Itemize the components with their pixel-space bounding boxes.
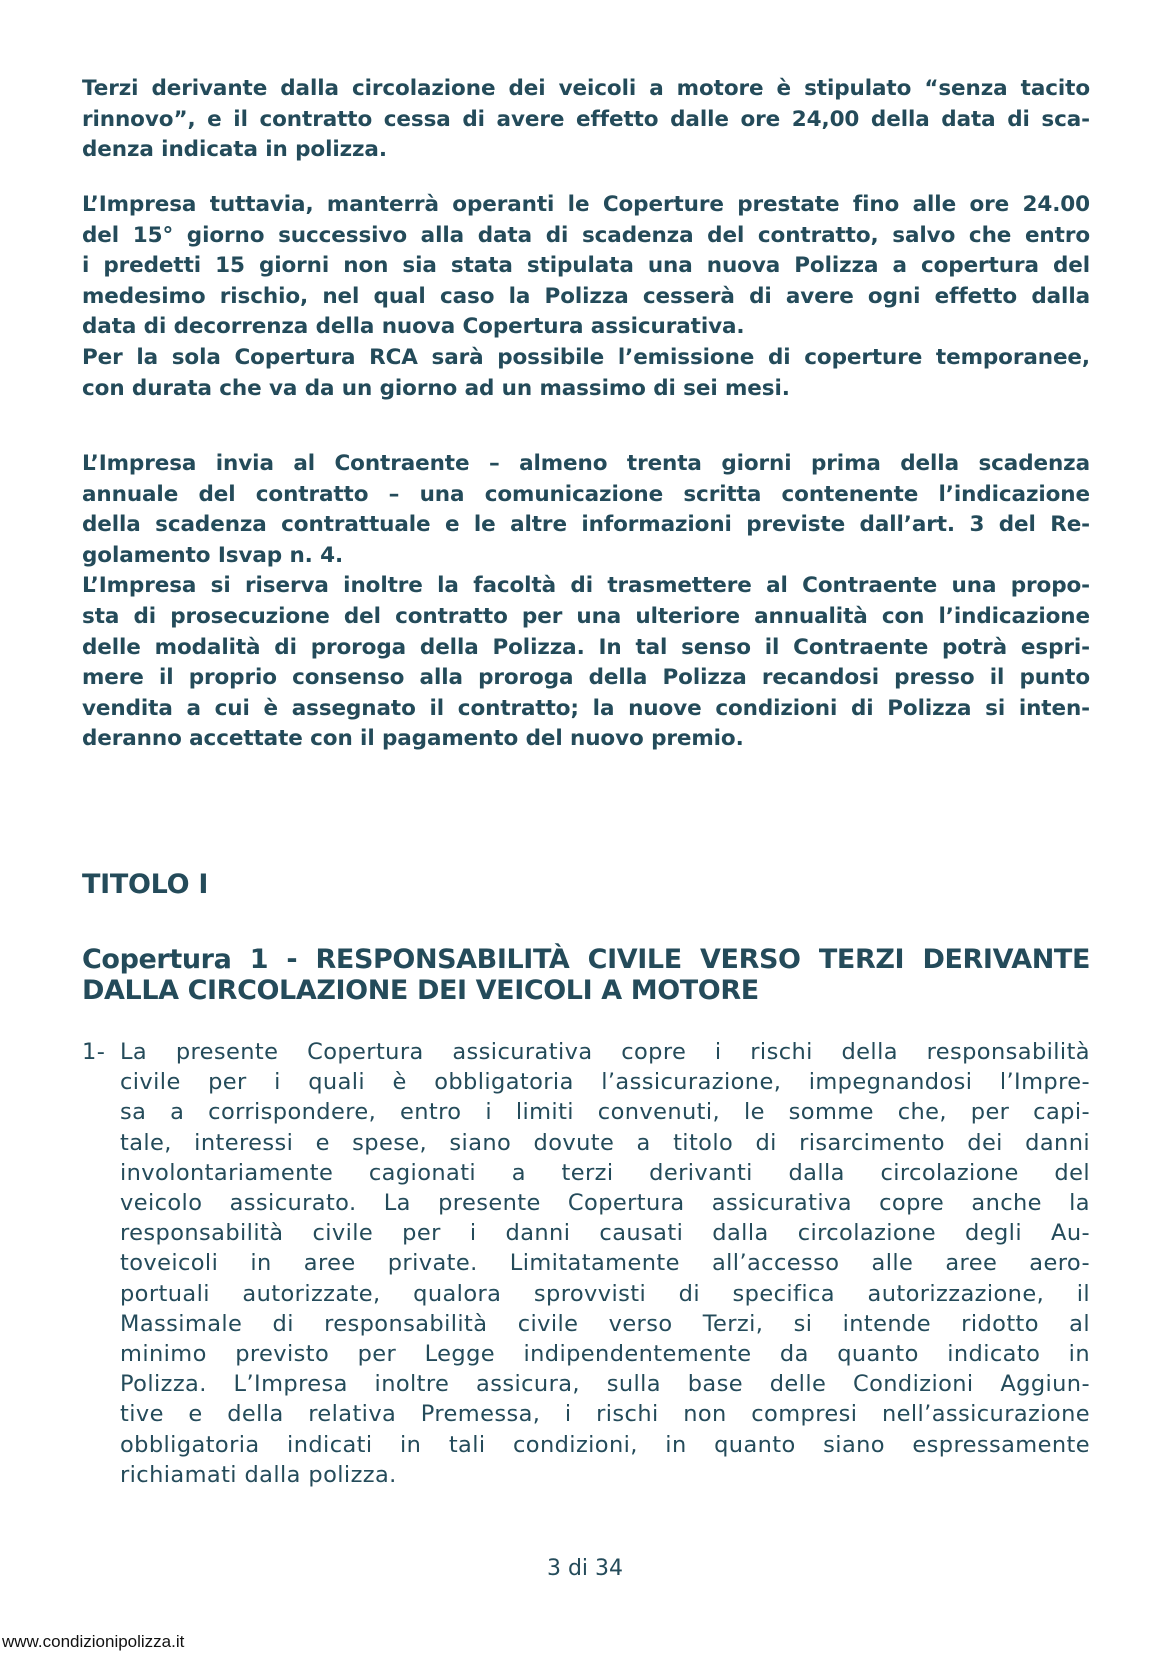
- text-line: L’Impresa si riserva inoltre la facoltà di trasmettere al Contraente una propo-: [82, 573, 1090, 599]
- text-line: responsabilità civile per i danni causati dalla circolazione degli Au-: [120, 1220, 1090, 1247]
- paragraph-coperture: [82, 190, 1090, 404]
- text-line: Polizza. L’Impresa inoltre assicura, sulla base delle Condizioni Aggiun-: [120, 1371, 1090, 1398]
- heading-line: DALLA CIRCOLAZIONE DEI VEICOLI A MOTORE: [82, 975, 759, 1006]
- text-line: vendita a cui è assegnato il contratto; la nuove condizioni di Polizza si inten-: [82, 695, 1090, 721]
- text-line: della scadenza contrattuale e le altre informazioni previste dall’art. 3 del Re-: [82, 512, 1090, 538]
- text-line: medesimo rischio, nel qual caso la Polizza cesserà di avere ogni effetto dalla: [82, 283, 1090, 309]
- text-line: civile per i quali è obbligatoria l’assicurazione, impegnandosi l’Impre-: [120, 1069, 1090, 1096]
- text-line: Per la sola Copertura RCA sarà possibile l’emissione di coperture temporanee,: [82, 344, 1090, 370]
- website-watermark: www.condizionipolizza.it: [2, 1632, 185, 1651]
- text-line: obbligatoria indicati in tali condizioni, in quanto siano espressamente: [120, 1431, 1090, 1458]
- text-line: involontariamente cagionati a terzi derivanti dalla circolazione del: [120, 1159, 1090, 1186]
- text-line: con durata che va da un giorno ad un massimo di sei mesi.: [82, 375, 790, 401]
- text-line: i predetti 15 giorni non sia stata stipulata una nuova Polizza a copertura del: [82, 253, 1090, 279]
- text-line: deranno accettate con il pagamento del nuovo premio.: [82, 726, 744, 752]
- text-line: del 15° giorno successivo alla data di scadenza del contratto, salvo che entro: [82, 222, 1090, 248]
- text-line: sa a corrispondere, entro i limiti convenuti, le somme che, per capi-: [120, 1099, 1090, 1126]
- heading-line: Copertura 1 - RESPONSABILITÀ CIVILE VERSO TERZI DERIVANTE: [82, 944, 1090, 975]
- text-line: portuali autorizzate, qualora sprovvisti di specifica autorizzazione, il: [120, 1280, 1090, 1307]
- text-line: veicolo assicurato. La presente Copertura assicurativa copre anche la: [120, 1190, 1090, 1217]
- text-line: Terzi derivante dalla circolazione dei veicoli a motore è stipulato “senza tacito: [82, 76, 1090, 101]
- paragraph-rinnovo: [82, 74, 1090, 166]
- text-line: L’Impresa invia al Contraente – almeno trenta giorni prima della scadenza: [82, 451, 1090, 476]
- item-body: [120, 1037, 1090, 1490]
- text-line: annuale del contratto – una comunicazione scritta contenente l’indicazione: [82, 481, 1090, 507]
- text-line: golamento Isvap n. 4.: [82, 542, 344, 568]
- text-line: L’Impresa tuttavia, manterrà operanti le Coperture prestate fino alle ore 24.00: [82, 192, 1090, 217]
- text-line: minimo previsto per Legge indipendentemente da quanto indicato in: [120, 1341, 1090, 1368]
- section-title: TITOLO I: [82, 869, 209, 900]
- text-line: denza indicata in polizza.: [82, 137, 387, 163]
- text-line: richiamati dalla polizza.: [120, 1461, 397, 1488]
- text-line: sta di prosecuzione del contratto per una ulteriore annualità con l’indicazione: [82, 603, 1090, 629]
- text-line: data di decorrenza della nuova Copertura assicurativa.: [82, 314, 745, 340]
- text-line: tive e della relativa Premessa, i rischi non compresi nell’assicurazione: [120, 1401, 1090, 1428]
- page-number: 3 di 34: [546, 1556, 624, 1581]
- text-line: Massimale di responsabilità civile verso Terzi, si intende ridotto al: [120, 1310, 1090, 1337]
- item-number: 1-: [82, 1039, 106, 1065]
- text-line: La presente Copertura assicurativa copre i rischi della responsabilità: [120, 1039, 1090, 1065]
- coverage-heading: [82, 944, 1090, 1006]
- text-line: toveicoli in aree private. Limitatamente all’accesso alle aree aero-: [120, 1250, 1090, 1277]
- paragraph-comunicazione: [82, 449, 1090, 755]
- text-line: delle modalità di proroga della Polizza. In tal senso il Contraente potrà espri-: [82, 634, 1090, 660]
- text-line: mere il proprio consenso alla proroga della Polizza recandosi presso il punto: [82, 665, 1090, 691]
- text-line: tale, interessi e spese, siano dovute a titolo di risarcimento dei danni: [120, 1129, 1090, 1156]
- text-line: rinnovo”, e il contratto cessa di avere effetto dalle ore 24,00 della data di sca-: [82, 106, 1090, 132]
